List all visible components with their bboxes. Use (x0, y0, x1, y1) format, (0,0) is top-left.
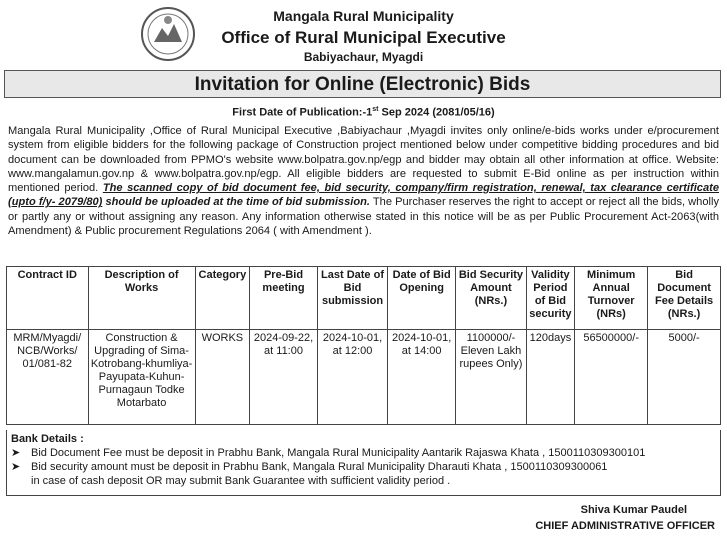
signatory-name: Shiva Kumar Paudel (580, 504, 687, 516)
publication-date: First Date of Publication:-1st Sep 2024 (2081/05/16) (232, 106, 495, 119)
table-header: Minimum Annual Turnover (NRs) (575, 267, 648, 330)
arrow-bullet-icon: ➤ (11, 447, 21, 459)
table-header: Bid Security Amount (NRs.) (456, 267, 526, 330)
office-address: Babiyachaur, Myagdi (303, 50, 424, 64)
table-cell: 120days (526, 330, 575, 425)
table-cell: 2024-09-22, at 11:00 (250, 330, 318, 425)
signatory-title: CHIEF ADMINISTRATIVE OFFICER (535, 520, 715, 532)
bank-item-continuation: in case of cash deposit OR may submit Bank Guarantee with sufficient validity period . (31, 475, 451, 487)
bid-table (6, 266, 721, 425)
table-header: Category (195, 267, 249, 330)
table-header: Description of Works (88, 267, 195, 330)
table-header: Validity Period of Bid security (526, 267, 575, 330)
table-row (7, 330, 721, 425)
table-cell: MRM/Myagdi/ NCB/Works/ 01/081-82 (7, 330, 89, 425)
table-header: Last Date of Bid submission (317, 267, 387, 330)
table-cell: 5000/- (648, 330, 721, 425)
bank-item: ➤ Bid Document Fee must be deposit in Prabhu Bank, Mangala Rural Municipality Aantarik Rajaswa Khata , 1500110309300101 (11, 447, 646, 459)
table-header-row (7, 267, 721, 330)
bank-details (6, 430, 721, 496)
arrow-bullet-icon: ➤ (11, 461, 21, 473)
table-cell: Construction & Upgrading of Sima-Kotrobang-khumliya-Payupata-Kuhun-Purnagaun Todke Motarbato (88, 330, 195, 425)
table-header: Pre-Bid meeting (250, 267, 318, 330)
municipality-name: Mangala Rural Municipality (273, 8, 454, 24)
bank-item: ➤ Bid security amount must be deposit in Prabhu Bank, Mangala Rural Municipality Dharauti Khata , 1500110309300061 (11, 461, 608, 473)
table-cell: WORKS (195, 330, 249, 425)
notice-title: Invitation for Online (Electronic) Bids (4, 70, 721, 98)
notice-body: Mangala Rural Municipality ,Office of Rural Municipal Executive ,Babiyachaur ,Myagdi invites only online/e-bids works under e/procurement system from eligible bidders for the following package of Construction project mentioned below under competitive bidding procedures and bid document can be downloaded from PPMO's website www.bolpatra.gov.np/egp and bidder may obtain all other information at office. Website: www.mangalamun.gov.np & www.bolpatra.gov.np/egp. All eligible bidders are requested to submit E-Bid online as per instruction within mentioned period. The scanned copy of bid document fee, bid security, company/firm registration, renewal, tax clearance certificate (upto f/y- 2079/80) should be uploaded at the time of bid submission. The Purchaser reserves the right to accept or reject all the bids, wholly or partly any or without assigning any reason. Any information otherwise stated in this notice will be as per Public Procurement Act-2063(with Amendment) & Public procurement Regulations 2064 ( with Amendment ). (8, 125, 719, 238)
table-header: Contract ID (7, 267, 89, 330)
table-cell: 2024-10-01, at 14:00 (388, 330, 456, 425)
bank-details-title: Bank Details : (11, 433, 84, 445)
table-header: Bid Document Fee Details (NRs.) (648, 267, 721, 330)
table-header: Date of Bid Opening (388, 267, 456, 330)
table-cell: 1100000/- Eleven Lakh rupees Only) (456, 330, 526, 425)
office-name: Office of Rural Municipal Executive (221, 28, 506, 47)
table-cell: 56500000/- (575, 330, 648, 425)
table-cell: 2024-10-01, at 12:00 (317, 330, 387, 425)
